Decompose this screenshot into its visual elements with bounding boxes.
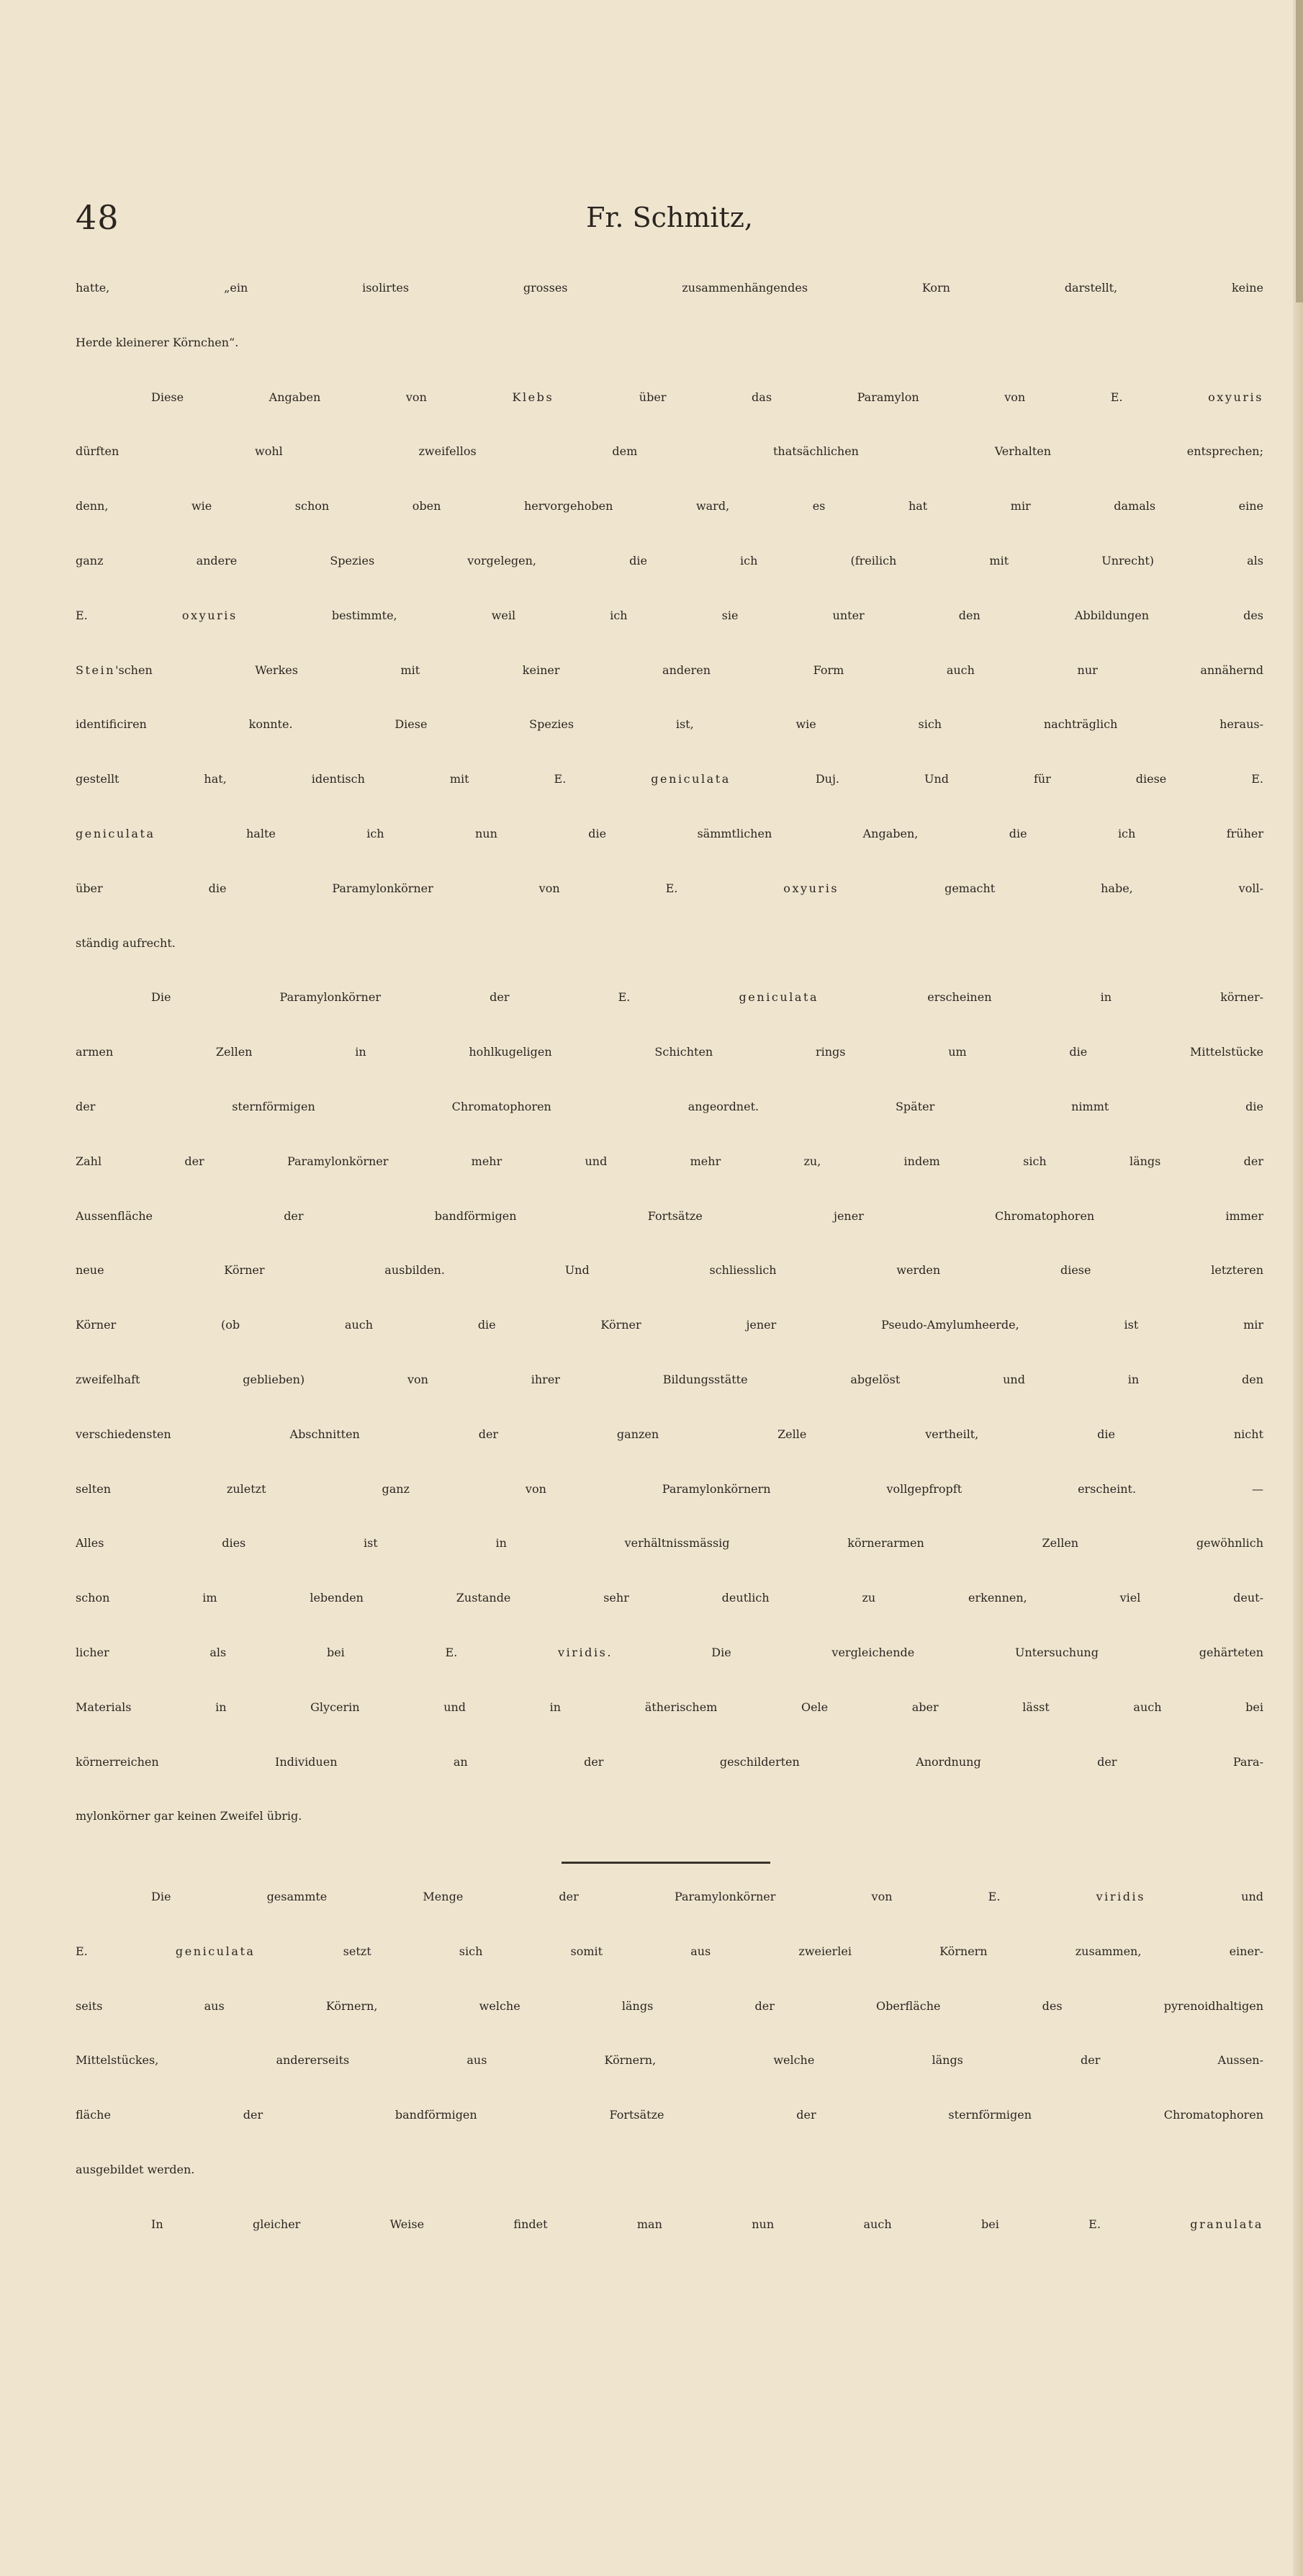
- text-line: Körner (ob auch die Körner jener Pseudo-Amylumheerde, ist mir: [76, 1318, 1263, 1332]
- text-line: Mittelstückes, andererseits aus Körnern, welche längs der Aussen-: [76, 2053, 1263, 2068]
- text-run: erscheinen in körner-: [819, 990, 1263, 1005]
- text-line: [76, 772, 1263, 827]
- text-run: gemacht habe, voll-: [839, 881, 1263, 895]
- text-run: über die Paramylonkörner von E.: [76, 881, 784, 895]
- page-edge: [1293, 0, 1303, 2576]
- text-run: E.: [76, 1944, 176, 1958]
- text-run: Die gesammte Menge der Paramylonkörner von E.: [151, 1890, 1096, 1903]
- text-line: hatte, „ein isolirtes grosses zusammenhängendes Korn darstellt, keine: [76, 281, 1263, 295]
- text-line: [76, 609, 1263, 663]
- text-line: fläche der bandförmigen Fortsätze der sternförmigen Chromatophoren: [76, 2108, 1263, 2122]
- text-line: [76, 1944, 1263, 1999]
- spaced-term: Stein: [76, 663, 116, 677]
- text-line: verschiedensten Abschnitten der ganzen Zelle vertheilt, die nicht: [76, 1427, 1263, 1441]
- page-header: [76, 189, 1263, 246]
- text-run: In gleicher Weise findet man nun auch bei E.: [151, 2217, 1191, 2231]
- spaced-term: oxyuris: [181, 608, 238, 622]
- section-divider: [562, 1862, 770, 1864]
- spaced-term: viridis: [1096, 1890, 1145, 1903]
- text-line: armen Zellen in hohlkugeligen Schichten rings um die Mittelstücke: [76, 1045, 1263, 1059]
- text-run: 'schen Werkes mit keiner anderen Form auch nur annähernd: [115, 663, 1263, 677]
- text-line: dürften wohl zweifellos dem thatsächlichen Verhalten entsprechen;: [76, 444, 1263, 459]
- text-line: zweifelhaft geblieben) von ihrer Bildungsstätte abgelöst und in den: [76, 1372, 1263, 1386]
- text-run: gestellt hat, identisch mit E.: [76, 772, 652, 786]
- spaced-term: granulata: [1190, 2217, 1263, 2231]
- text-line: mylonkörner gar keinen Zweifel übrig.: [76, 1809, 302, 1823]
- text-line: [76, 2217, 1263, 2272]
- text-line: [76, 990, 1263, 1045]
- text-run: halte ich nun die sämmtlichen Angaben, die ich früher: [155, 826, 1263, 840]
- text-line: [76, 1646, 1263, 1700]
- text-line: [76, 390, 1263, 445]
- text-run: Diese Angaben von: [151, 390, 513, 404]
- text-line: [76, 827, 1263, 881]
- text-run: . Die vergleichende Untersuchung gehärteten: [607, 1645, 1263, 1659]
- text-run: licher als bei E.: [76, 1645, 559, 1659]
- spaced-term: geniculata: [76, 826, 155, 840]
- body-text-block-1: [76, 281, 1263, 1864]
- text-line: der sternförmigen Chromatophoren angeordnet. Später nimmt die: [76, 1099, 1263, 1113]
- text-line: identificiren konnte. Diese Spezies ist, wie sich nachträglich heraus-: [76, 717, 1263, 732]
- spaced-term: oxyuris: [1208, 390, 1263, 404]
- text-line: seits aus Körnern, welche längs der Oberfläche des pyrenoidhaltigen: [76, 1998, 1263, 2013]
- text-run: bestimmte, weil ich sie unter den Abbildungen des: [237, 608, 1263, 622]
- text-line: [76, 1890, 1263, 1944]
- spaced-term: geniculata: [175, 1944, 256, 1958]
- text-line: Alles dies ist in verhältnissmässig körnerarmen Zellen gewöhnlich: [76, 1536, 1263, 1550]
- text-line: ständig aufrecht.: [76, 935, 176, 950]
- spaced-term: geniculata: [651, 772, 731, 786]
- text-line: neue Körner ausbilden. Und schliesslich werden diese letzteren: [76, 1263, 1263, 1278]
- text-line: Materials in Glycerin und in ätherischem Oele aber lässt auch bei: [76, 1700, 1263, 1714]
- text-run: setzt sich somit aus zweierlei Körnern zusammen, einer-: [255, 1944, 1263, 1958]
- text-line: ausgebildet werden.: [76, 2162, 195, 2176]
- page-edge-shadow: [1296, 0, 1303, 302]
- page-number: 48: [76, 198, 120, 237]
- text-run: und: [1145, 1890, 1263, 1903]
- spaced-term: oxyuris: [783, 881, 839, 895]
- text-run: Die Paramylonkörner der E.: [151, 990, 739, 1005]
- text-run: Duj. Und für diese E.: [730, 772, 1263, 786]
- text-line: ganz andere Spezies vorgelegen, die ich (freilich mit Unrecht) als: [76, 553, 1263, 567]
- body-text-block-2: [76, 1890, 1263, 2272]
- text-run: über das Paramylon von E.: [554, 390, 1209, 404]
- spaced-term: viridis: [558, 1645, 608, 1659]
- text-line: Zahl der Paramylonkörner mehr und mehr zu, indem sich längs der: [76, 1154, 1263, 1168]
- text-line: selten zuletzt ganz von Paramylonkörnern vollgepfropft erscheint. —: [76, 1481, 1263, 1496]
- text-run: E.: [76, 608, 182, 622]
- running-head: Fr. Schmitz,: [586, 202, 753, 233]
- text-line: Herde kleinerer Körnchen“.: [76, 335, 239, 349]
- text-line: körnerreichen Individuen an der geschilderten Anordnung der Para-: [76, 1754, 1263, 1769]
- spaced-term: Klebs: [512, 390, 554, 404]
- text-line: [76, 881, 1263, 936]
- text-line: schon im lebenden Zustande sehr deutlich zu erkennen, viel deut-: [76, 1591, 1263, 1605]
- text-line: denn, wie schon oben hervorgehoben ward, es hat mir damals eine: [76, 499, 1263, 513]
- text-line: [76, 663, 1263, 718]
- text-line: Aussenfläche der bandförmigen Fortsätze jener Chromatophoren immer: [76, 1208, 1263, 1223]
- spaced-term: geniculata: [739, 990, 819, 1005]
